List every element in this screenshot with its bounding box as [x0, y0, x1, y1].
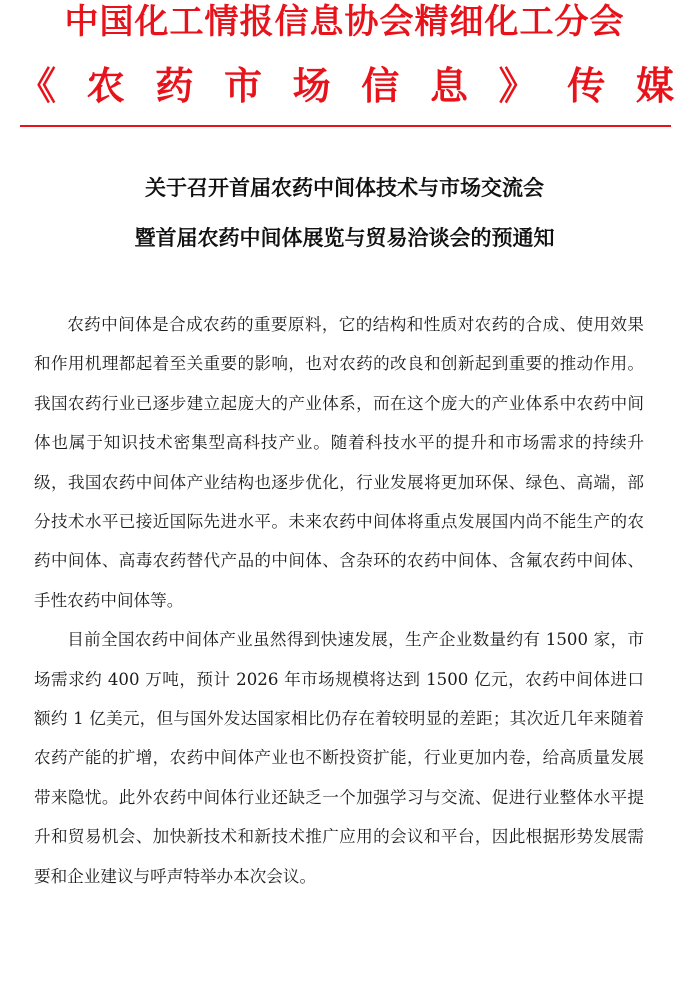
media-name-char: 场 — [292, 64, 331, 108]
media-name-char: 药 — [155, 64, 194, 108]
media-name-char: 传 — [567, 64, 606, 108]
media-name-char: 》 — [498, 64, 537, 108]
media-name-char: 媒 — [635, 64, 674, 108]
notice-title-line-2: 暨首届农药中间体展览与贸易洽谈会的预通知 — [134, 225, 555, 250]
notice-body — [34, 305, 644, 896]
body-paragraph: 农药中间体是合成农药的重要原料，它的结构和性质对农药的合成、使用效果和作用机理都起着至关重要的影响，也对农药的改良和创新起到重要的推动作用。我国农药行业已逐步建立起庞大的产业体系，而在这个庞大的产业体系中农药中间体也属于知识技术密集型高科技产业。随着科技水平的提升和市场需求的持续升级，我国农药中间体产业结构也逐步优化，行业发展将更加环保、绿色、高端，部分技术水平已接近国际先进水平。未来农药中间体将重点发展国内尚不能生产的农药中间体、高毒农药替代产品的中间体、含杂环的农药中间体、含氟农药中间体、手性农药中间体等。 — [34, 315, 644, 610]
media-name-char: 息 — [429, 64, 468, 108]
media-name-char: 农 — [86, 64, 125, 108]
organization-name: 中国化工情报信息协会精细化工分会 — [64, 2, 625, 42]
media-name-char: 市 — [223, 64, 262, 108]
media-name-char: 信 — [361, 64, 400, 108]
media-name — [18, 62, 674, 110]
header-divider — [20, 125, 671, 127]
media-name-char: 《 — [18, 64, 57, 108]
body-paragraph: 目前全国农药中间体产业虽然得到快速发展，生产企业数量约有 1500 家，市场需求约 400 万吨，预计 2026 年市场规模将达到 1500 亿元，农药中间体进口额约 1 亿美元，但与国外发达国家相比仍存在着较明显的差距；其次近几年来随着农药产能的扩增，农药中间体产业也不断投资扩能，行业更加内卷，给高质量发展带来隐忧。此外农药中间体行业还缺乏一个加强学习与交流、促进行业整体水平提升和贸易机会、加快新技术和新技术推广应用的会议和平台，因此根据形势发展需要和企业建议与呼声特举办本次会议。 — [34, 630, 644, 886]
notice-title-line-1: 关于召开首届农药中间体技术与市场交流会 — [145, 175, 544, 200]
